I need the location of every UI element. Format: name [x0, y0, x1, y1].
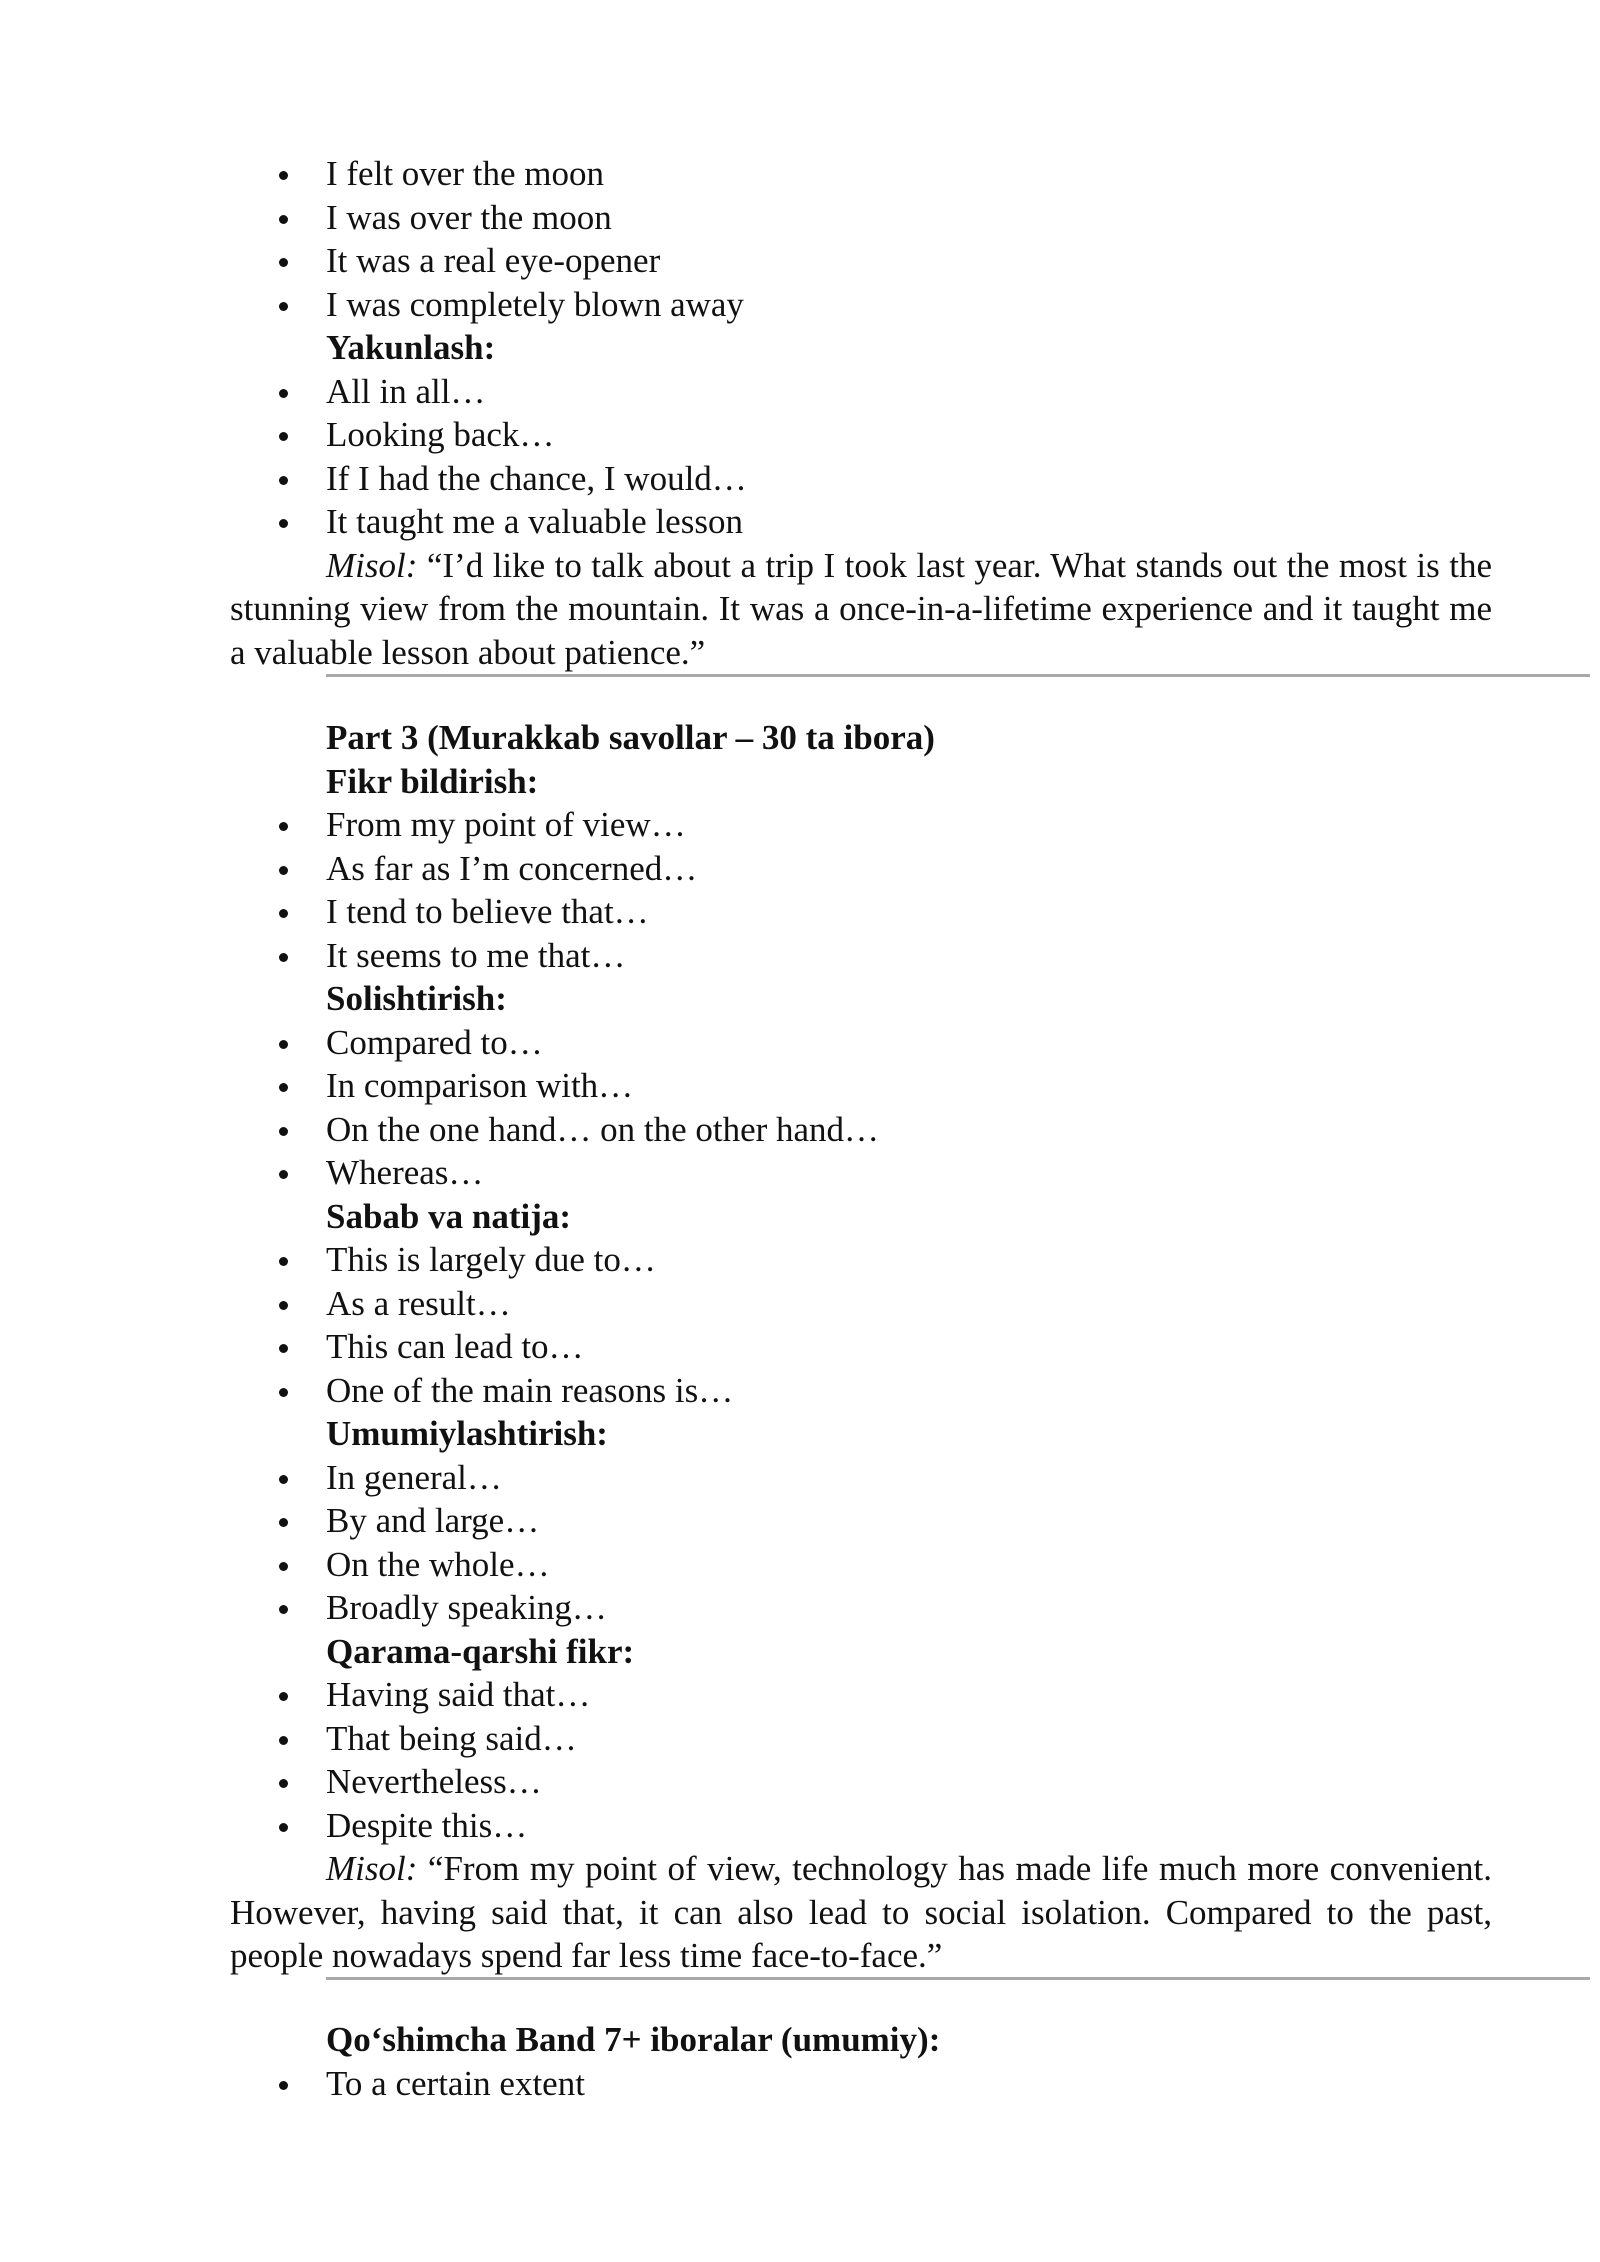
section-intro [0, 152, 1600, 674]
list-item [0, 1456, 1600, 1500]
list-item [0, 2062, 1600, 2106]
group-phrase-list [0, 1021, 1600, 1195]
bullet-icon [279, 1823, 288, 1832]
bullet-icon [279, 822, 288, 831]
group-heading: Umumiylashtirish: [326, 1414, 608, 1453]
list-item [0, 1673, 1600, 1717]
list-item-text: I was completely blown away [326, 284, 744, 324]
example-label: Misol: [326, 1849, 418, 1888]
list-item-text: I was over the moon [326, 197, 612, 237]
group-phrase-list [0, 1673, 1600, 1847]
list-item-text: To a certain extent [326, 2063, 585, 2103]
phrase-list-conclusion [0, 370, 1600, 544]
group-heading: Sabab va natija: [326, 1196, 572, 1236]
bullet-icon [279, 302, 288, 311]
group-phrase-list [0, 1238, 1600, 1412]
list-item [0, 370, 1600, 414]
list-item [0, 934, 1600, 978]
list-item-text: I tend to believe that… [326, 892, 649, 931]
list-item-text: In comparison with… [326, 1066, 634, 1105]
bullet-icon [279, 258, 288, 267]
bullet-icon [279, 953, 288, 962]
list-item [0, 1717, 1600, 1761]
list-item [0, 413, 1600, 457]
part3-groups [0, 760, 1600, 1848]
list-item-text: It was a real eye-opener [326, 241, 661, 280]
heading-yakunlash: Yakunlash: [326, 328, 496, 367]
section-part3 [0, 716, 1600, 1978]
list-item [0, 1325, 1600, 1369]
list-item [0, 1369, 1600, 1413]
list-item [0, 1499, 1600, 1543]
bullet-icon [279, 1692, 288, 1701]
list-item [0, 152, 1600, 196]
group-heading: Fikr bildirish: [326, 761, 539, 801]
horizontal-rule [326, 1977, 1590, 1980]
list-item-text: In general… [326, 1457, 502, 1497]
list-item-text: Nevertheless… [326, 1762, 542, 1801]
part3-title: Part 3 (Murakkab savollar – 30 ta ibora) [326, 718, 935, 757]
list-item [0, 1543, 1600, 1587]
list-item-text: It taught me a valuable lesson [326, 502, 743, 541]
list-item-text: Having said that… [326, 1675, 591, 1714]
list-item-text: That being said… [326, 1718, 577, 1758]
list-item [0, 457, 1600, 501]
list-item [0, 1760, 1600, 1804]
list-item-text: As a result… [326, 1283, 511, 1323]
example-text: “From my point of view, technology has made life much more convenient. However, having said that, it can also lead to social isolation. Compared to the past, people nowadays spend far less time face-to-face.” [230, 1849, 1492, 1975]
bullet-icon [279, 1040, 288, 1049]
list-item [0, 890, 1600, 934]
phrase-list-feelings [0, 152, 1600, 326]
example-paragraph-1 [230, 544, 1492, 675]
list-item [0, 239, 1600, 283]
bullet-icon [279, 1170, 288, 1179]
list-item-text: On the one hand… on the other hand… [326, 1109, 880, 1149]
group-heading: Solishtirish: [326, 979, 507, 1018]
list-item [0, 1064, 1600, 1108]
list-item-text: Compared to… [326, 1022, 543, 1062]
list-item [0, 803, 1600, 847]
list-item [0, 196, 1600, 240]
list-item-text: I felt over the moon [326, 154, 604, 193]
bullet-icon [279, 1518, 288, 1527]
bullet-icon [279, 389, 288, 398]
bullet-icon [279, 1083, 288, 1092]
list-item [0, 1108, 1600, 1152]
bullet-icon [279, 215, 288, 224]
list-item [0, 1586, 1600, 1630]
list-item-text: Looking back… [326, 415, 555, 454]
bullet-icon [279, 476, 288, 485]
bullet-icon [279, 1257, 288, 1266]
bullet-icon [279, 1388, 288, 1397]
list-item [0, 1151, 1600, 1195]
list-item [0, 1238, 1600, 1282]
group-heading: Qarama-qarshi fikr: [326, 1631, 635, 1671]
bullet-icon [279, 1127, 288, 1136]
list-item-text: From my point of view… [326, 805, 686, 844]
bullet-icon [279, 2081, 288, 2090]
list-item-text: Despite this… [326, 1805, 528, 1845]
bullet-icon [279, 432, 288, 441]
list-item [0, 1021, 1600, 1065]
bullet-icon [279, 1301, 288, 1310]
example-text: “I’d like to talk about a trip I took last year. What stands out the most is the stunning view from the mountain. It was a once-in-a-lifetime experience and it taught me a valuable lesson about patience.” [230, 545, 1492, 672]
list-item [0, 500, 1600, 544]
bullet-icon [279, 1562, 288, 1571]
phrase-list-extra [0, 2062, 1600, 2106]
bullet-icon [279, 519, 288, 528]
list-item-text: This is largely due to… [326, 1240, 656, 1279]
bullet-icon [279, 171, 288, 180]
list-item-text: All in all… [326, 371, 486, 411]
bullet-icon [279, 1605, 288, 1614]
group-phrase-list [0, 1456, 1600, 1630]
bullet-icon [279, 1779, 288, 1788]
list-item-text: It seems to me that… [326, 935, 626, 975]
list-item-text: On the whole… [326, 1544, 550, 1584]
section-extra [0, 2018, 1600, 2105]
bullet-icon [279, 1344, 288, 1353]
list-item [0, 283, 1600, 327]
horizontal-rule [326, 674, 1590, 677]
list-item-text: Whereas… [326, 1153, 484, 1192]
list-item [0, 1804, 1600, 1848]
list-item-text: Broadly speaking… [326, 1588, 607, 1627]
list-item-text: If I had the chance, I would… [326, 458, 747, 498]
bullet-icon [279, 866, 288, 875]
list-item [0, 1282, 1600, 1326]
bullet-icon [279, 1736, 288, 1745]
example-paragraph-2 [230, 1847, 1492, 1978]
list-item-text: This can lead to… [326, 1327, 584, 1366]
example-label: Misol: [326, 545, 418, 585]
bullet-icon [279, 909, 288, 918]
list-item-text: One of the main reasons is… [326, 1370, 734, 1410]
bullet-icon [279, 1475, 288, 1484]
list-item-text: By and large… [326, 1501, 540, 1540]
list-item-text: As far as I’m concerned… [326, 848, 698, 888]
extra-heading: Qo‘shimcha Band 7+ iboralar (umumiy): [326, 2020, 941, 2059]
group-phrase-list [0, 803, 1600, 977]
list-item [0, 847, 1600, 891]
